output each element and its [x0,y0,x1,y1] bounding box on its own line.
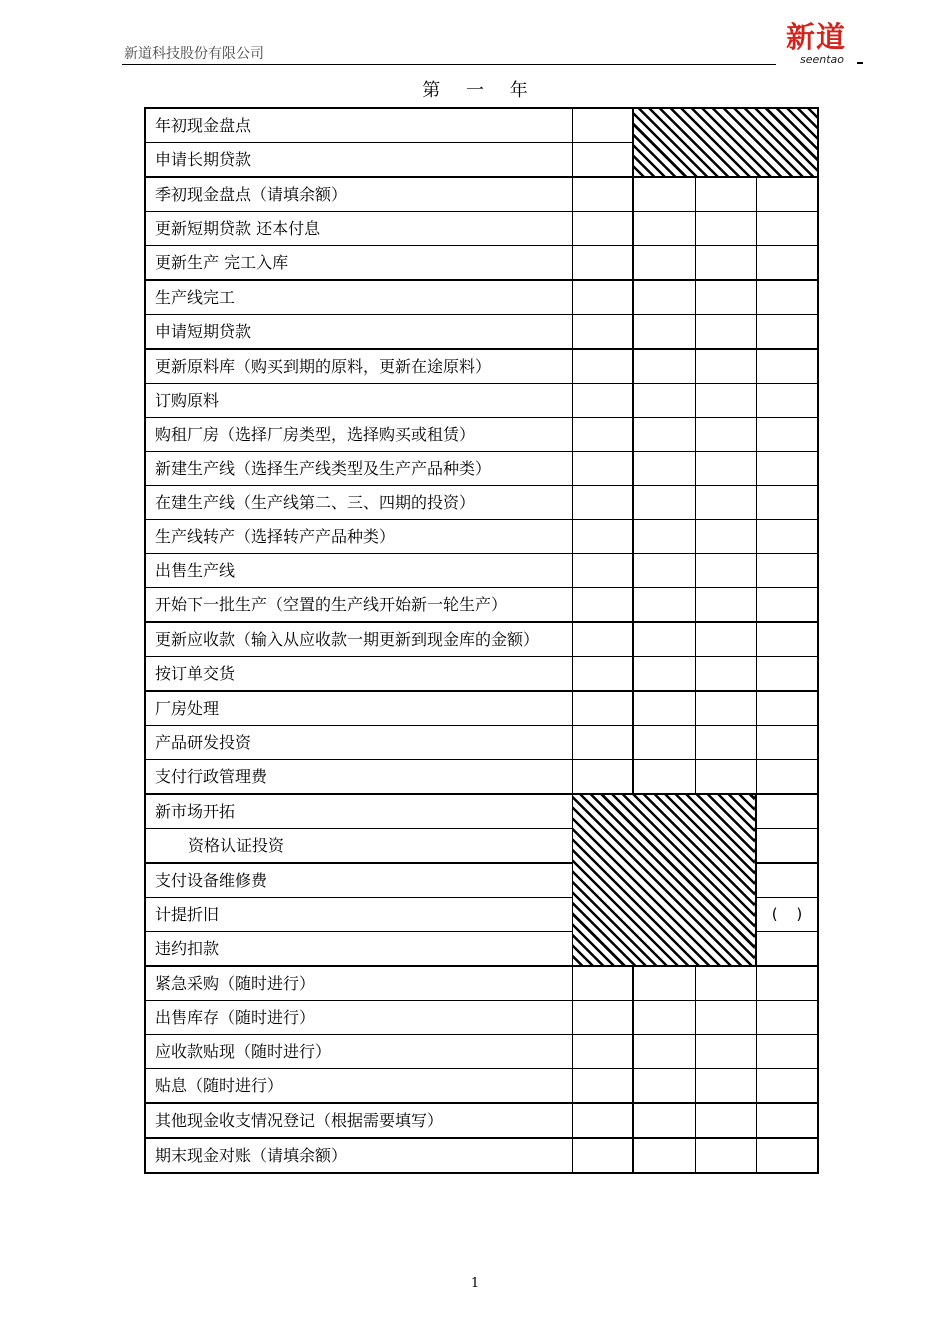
page-number: 1 [470,1276,480,1291]
q2-cell[interactable] [633,1035,695,1069]
q1-cell[interactable] [572,622,633,657]
page-title: 第 一 年 [422,80,528,101]
q2-cell[interactable] [633,1103,695,1138]
q3-cell[interactable] [695,486,756,520]
row-label: 应收款贴现（随时进行） [145,1035,572,1069]
row-label: 贴息（随时进行） [145,1069,572,1104]
q3-cell[interactable] [695,280,756,315]
q4-cell[interactable] [756,829,818,864]
table-row [145,418,818,452]
q4-cell[interactable] [756,622,818,657]
q3-cell[interactable] [695,726,756,760]
q3-cell[interactable] [695,1103,756,1138]
q4-cell[interactable] [756,418,818,452]
q1-cell[interactable] [572,177,633,212]
row-label: 计提折旧 [145,898,572,932]
table-row [145,588,818,623]
q3-cell[interactable] [695,177,756,212]
table-row [145,657,818,692]
q4-cell[interactable] [756,177,818,212]
row-label: 季初现金盘点（请填余额） [145,177,572,212]
q3-cell[interactable] [695,588,756,623]
row-label: 厂房处理 [145,691,572,726]
q2-cell[interactable] [633,349,695,384]
q4-cell[interactable] [756,1001,818,1035]
row-label: 产品研发投资 [145,726,572,760]
q2-cell[interactable] [633,452,695,486]
q3-cell[interactable] [695,691,756,726]
table-row [145,966,818,1001]
q1-cell[interactable] [572,349,633,384]
q4-cell[interactable] [756,1069,818,1104]
table-row [145,1138,818,1173]
q4-cell[interactable] [756,212,818,246]
q2-cell[interactable] [633,315,695,350]
q4-cell[interactable] [756,315,818,350]
q2-cell[interactable] [633,486,695,520]
logo-subtext: seentao [800,53,845,66]
table-row [145,1069,818,1104]
q2-cell[interactable] [633,554,695,588]
q3-cell[interactable] [695,622,756,657]
q2-cell[interactable] [633,520,695,554]
year-cell[interactable] [572,108,633,143]
q2-cell[interactable] [633,246,695,281]
row-label: 更新原料库（购买到期的原料，更新在途原料） [145,349,572,384]
q3-cell[interactable] [695,212,756,246]
q4-cell[interactable] [756,726,818,760]
q3-cell[interactable] [695,452,756,486]
q4-cell[interactable] [756,657,818,692]
logo-text: 新道 [785,20,846,54]
q1-cell[interactable] [572,1138,633,1173]
row-label: 资格认证投资 [145,829,572,864]
table-row [145,726,818,760]
q2-cell[interactable] [633,418,695,452]
cash-flow-table [144,107,819,1174]
table-row [145,520,818,554]
q4-cell[interactable] [756,452,818,486]
q2-cell[interactable] [633,726,695,760]
q2-cell[interactable] [633,1069,695,1104]
table-row [145,212,818,246]
table-row [145,280,818,315]
table-row [145,691,818,726]
q1-cell[interactable] [572,418,633,452]
header-rule [122,64,776,65]
q1-cell[interactable] [572,760,633,795]
q1-cell[interactable] [572,726,633,760]
row-label: 申请短期贷款 [145,315,572,350]
q1-cell[interactable] [572,1035,633,1069]
table-row [145,622,818,657]
row-label: 生产线转产（选择转产产品种类） [145,520,572,554]
q3-cell[interactable] [695,384,756,418]
table-row [145,760,818,795]
row-label: 申请长期贷款 [145,143,572,178]
q1-cell[interactable] [572,966,633,1001]
table-row [145,108,818,143]
q3-cell[interactable] [695,966,756,1001]
row-label: 开始下一批生产（空置的生产线开始新一轮生产） [145,588,572,623]
q2-cell[interactable] [633,760,695,795]
table-row [145,452,818,486]
q4-cell[interactable] [756,760,818,795]
q4-cell[interactable] [756,384,818,418]
table-row [145,349,818,384]
table-row [145,315,818,350]
row-label: 支付行政管理费 [145,760,572,795]
q2-cell[interactable] [633,657,695,692]
row-label: 新市场开拓 [145,794,572,829]
q4-cell[interactable] [756,520,818,554]
table-row [145,246,818,281]
row-label: 按订单交货 [145,657,572,692]
table-row [145,1001,818,1035]
q1-cell[interactable] [572,691,633,726]
q4-cell[interactable] [756,863,818,898]
q2-cell[interactable] [633,1001,695,1035]
table-row [145,177,818,212]
row-label: 其他现金收支情况登记（根据需要填写） [145,1103,572,1138]
row-label: 紧急采购（随时进行） [145,966,572,1001]
table-row [145,794,818,829]
q1-cell[interactable] [572,1069,633,1104]
q4-cell[interactable] [756,794,818,829]
q2-cell[interactable] [633,212,695,246]
row-label: 更新生产 完工入库 [145,246,572,281]
brand-logo [780,20,864,68]
row-label: 年初现金盘点 [145,108,572,143]
q1-cell[interactable] [572,588,633,623]
q4-cell[interactable] [756,280,818,315]
q1-cell[interactable] [572,1001,633,1035]
table-row [145,1103,818,1138]
year-cell[interactable] [572,143,633,178]
row-label: 新建生产线（选择生产线类型及生产产品种类） [145,452,572,486]
q4-cell[interactable] [756,1103,818,1138]
row-label: 购租厂房（选择厂房类型，选择购买或租赁） [145,418,572,452]
table-row [145,554,818,588]
q1-cell[interactable] [572,280,633,315]
row-label: 更新应收款（输入从应收款一期更新到现金库的金额） [145,622,572,657]
row-label: 出售库存（随时进行） [145,1001,572,1035]
q4-cell[interactable] [756,932,818,967]
q1-cell[interactable] [572,315,633,350]
q4-cell[interactable] [756,1138,818,1173]
q4-cell[interactable] [756,1035,818,1069]
q4-cell[interactable] [756,966,818,1001]
q4-cell[interactable] [756,486,818,520]
q3-cell[interactable] [695,315,756,350]
row-label: 支付设备维修费 [145,863,572,898]
q4-cell[interactable] [756,246,818,281]
company-name: 新道科技股份有限公司 [124,46,264,62]
depreciation-q4-cell[interactable]: ( ) [756,898,818,932]
q3-cell[interactable] [695,1035,756,1069]
q1-cell[interactable] [572,384,633,418]
table-row [145,384,818,418]
q3-cell[interactable] [695,760,756,795]
q2-cell[interactable] [633,1138,695,1173]
q2-cell[interactable] [633,177,695,212]
q2-cell[interactable] [633,588,695,623]
row-label: 出售生产线 [145,554,572,588]
q3-cell[interactable] [695,246,756,281]
q3-cell[interactable] [695,1069,756,1104]
q1-cell[interactable] [572,554,633,588]
hatched-block [633,108,818,177]
q1-cell[interactable] [572,452,633,486]
row-label: 生产线完工 [145,280,572,315]
q3-cell[interactable] [695,520,756,554]
q2-cell[interactable] [633,622,695,657]
q1-cell[interactable] [572,246,633,281]
hatched-block [572,794,756,966]
q2-cell[interactable] [633,966,695,1001]
row-label: 违约扣款 [145,932,572,967]
table-row [145,486,818,520]
q3-cell[interactable] [695,554,756,588]
q1-cell[interactable] [572,212,633,246]
q3-cell[interactable] [695,418,756,452]
q2-cell[interactable] [633,691,695,726]
q3-cell[interactable] [695,657,756,692]
q3-cell[interactable] [695,1138,756,1173]
q3-cell[interactable] [695,1001,756,1035]
q1-cell[interactable] [572,657,633,692]
q2-cell[interactable] [633,384,695,418]
q4-cell[interactable] [756,554,818,588]
q2-cell[interactable] [633,280,695,315]
q1-cell[interactable] [572,1103,633,1138]
q4-cell[interactable] [756,691,818,726]
logo-dash [857,62,863,64]
q3-cell[interactable] [695,349,756,384]
q1-cell[interactable] [572,486,633,520]
q4-cell[interactable] [756,588,818,623]
q1-cell[interactable] [572,520,633,554]
row-label: 更新短期贷款 还本付息 [145,212,572,246]
q4-cell[interactable] [756,349,818,384]
table-row [145,1035,818,1069]
row-label: 订购原料 [145,384,572,418]
row-label: 在建生产线（生产线第二、三、四期的投资） [145,486,572,520]
row-label: 期末现金对账（请填余额） [145,1138,572,1173]
